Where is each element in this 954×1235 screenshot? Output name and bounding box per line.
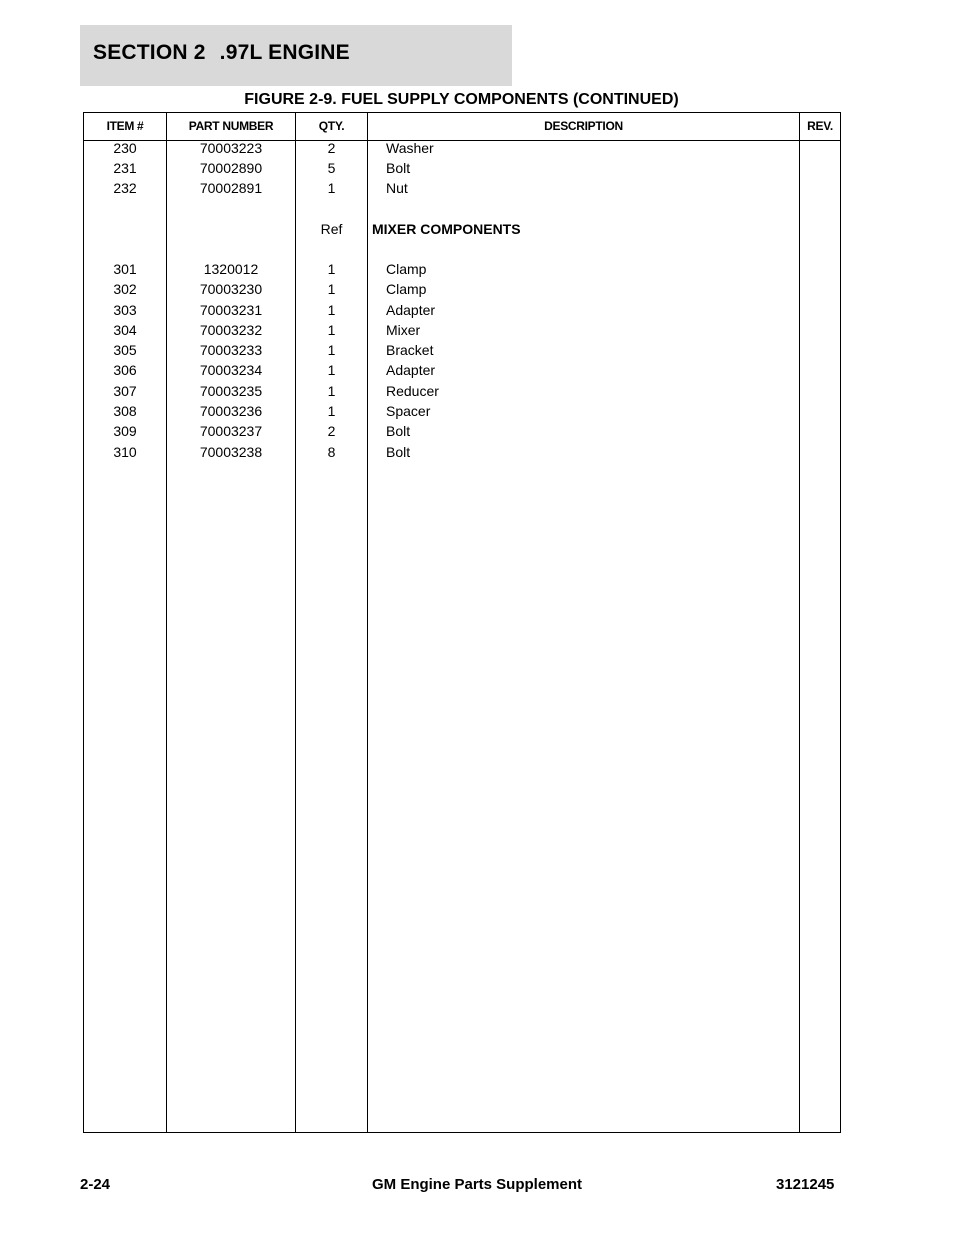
cell-item-number: 310 xyxy=(113,444,137,460)
table-row xyxy=(84,138,840,158)
cell-item-number: 231 xyxy=(113,160,137,176)
cell-part-number: 70002891 xyxy=(199,180,263,196)
table-row xyxy=(84,320,840,340)
cell-description: Bolt xyxy=(386,423,411,439)
cell-quantity: 2 xyxy=(327,423,336,439)
table-row xyxy=(84,381,840,401)
cell-item-number: 305 xyxy=(113,342,137,358)
cell-quantity: 1 xyxy=(327,403,336,419)
cell-part-number: 70003231 xyxy=(199,302,263,318)
footer-title: GM Engine Parts Supplement xyxy=(371,1176,583,1193)
section-label: SECTION 2 xyxy=(93,41,206,64)
cell-part-number: 70002890 xyxy=(199,160,263,176)
table-row xyxy=(84,259,840,279)
cell-item-number: 301 xyxy=(113,261,137,277)
cell-description: Washer xyxy=(386,140,434,156)
section-name: .97L ENGINE xyxy=(219,41,350,64)
cell-quantity: 1 xyxy=(327,342,336,358)
header-item: ITEM # xyxy=(106,119,144,133)
cell-description: Mixer xyxy=(386,322,421,338)
cell-quantity: 1 xyxy=(327,261,336,277)
cell-item-number: 308 xyxy=(113,403,137,419)
cell-part-number: 70003234 xyxy=(199,362,263,378)
cell-item-number: 230 xyxy=(113,140,137,156)
table-row xyxy=(84,178,840,198)
cell-description: Adapter xyxy=(386,302,436,318)
cell-part-number: 70003236 xyxy=(199,403,263,419)
table-row xyxy=(84,401,840,421)
cell-description: Bracket xyxy=(386,342,434,358)
table-row xyxy=(84,158,840,178)
cell-quantity: 8 xyxy=(327,444,336,460)
parts-table xyxy=(83,112,841,1133)
cell-quantity: Ref xyxy=(320,221,343,237)
cell-description: Nut xyxy=(386,180,408,196)
cell-description: Clamp xyxy=(386,281,427,297)
cell-quantity: 1 xyxy=(327,383,336,399)
figure-title: FIGURE 2-9. FUEL SUPPLY COMPONENTS (CONTINUED) xyxy=(244,91,679,108)
cell-part-number: 1320012 xyxy=(203,261,259,277)
cell-description: Spacer xyxy=(386,403,431,419)
cell-quantity: 1 xyxy=(327,362,336,378)
cell-description: Clamp xyxy=(386,261,427,277)
footer-page-number: 2-24 xyxy=(80,1176,111,1193)
table-row xyxy=(84,340,840,360)
table-row xyxy=(84,442,840,462)
header-rev: REV. xyxy=(807,119,833,133)
cell-item-number: 302 xyxy=(113,281,137,297)
table-row xyxy=(84,300,840,320)
section-title xyxy=(93,41,350,64)
table-row xyxy=(84,421,840,441)
cell-part-number: 70003235 xyxy=(199,383,263,399)
table-row xyxy=(84,360,840,380)
cell-description: Bolt xyxy=(386,444,411,460)
footer-doc-number: 3121245 xyxy=(776,1176,835,1193)
cell-part-number: 70003237 xyxy=(199,423,263,439)
cell-item-number: 306 xyxy=(113,362,137,378)
table-group-heading xyxy=(84,219,840,239)
cell-quantity: 1 xyxy=(327,302,336,318)
cell-quantity: 1 xyxy=(327,281,336,297)
cell-quantity: 1 xyxy=(327,180,336,196)
cell-quantity: 2 xyxy=(327,140,336,156)
cell-description: Bolt xyxy=(386,160,411,176)
cell-item-number: 307 xyxy=(113,383,137,399)
cell-part-number: 70003233 xyxy=(199,342,263,358)
table-row xyxy=(84,279,840,299)
cell-item-number: 309 xyxy=(113,423,137,439)
cell-part-number: 70003223 xyxy=(199,140,263,156)
cell-item-number: 303 xyxy=(113,302,137,318)
cell-description: Reducer xyxy=(386,383,439,399)
cell-item-number: 304 xyxy=(113,322,137,338)
header-part-number: PART NUMBER xyxy=(188,119,274,133)
cell-item-number: 232 xyxy=(113,180,137,196)
cell-part-number: 70003230 xyxy=(199,281,263,297)
cell-description: Adapter xyxy=(386,362,436,378)
cell-description: MIXER COMPONENTS xyxy=(372,221,521,237)
cell-part-number: 70003238 xyxy=(199,444,263,460)
cell-part-number: 70003232 xyxy=(199,322,263,338)
header-qty: QTY. xyxy=(318,119,345,133)
cell-quantity: 1 xyxy=(327,322,336,338)
section-banner xyxy=(80,25,512,86)
cell-quantity: 5 xyxy=(327,160,336,176)
header-description: DESCRIPTION xyxy=(544,119,623,133)
